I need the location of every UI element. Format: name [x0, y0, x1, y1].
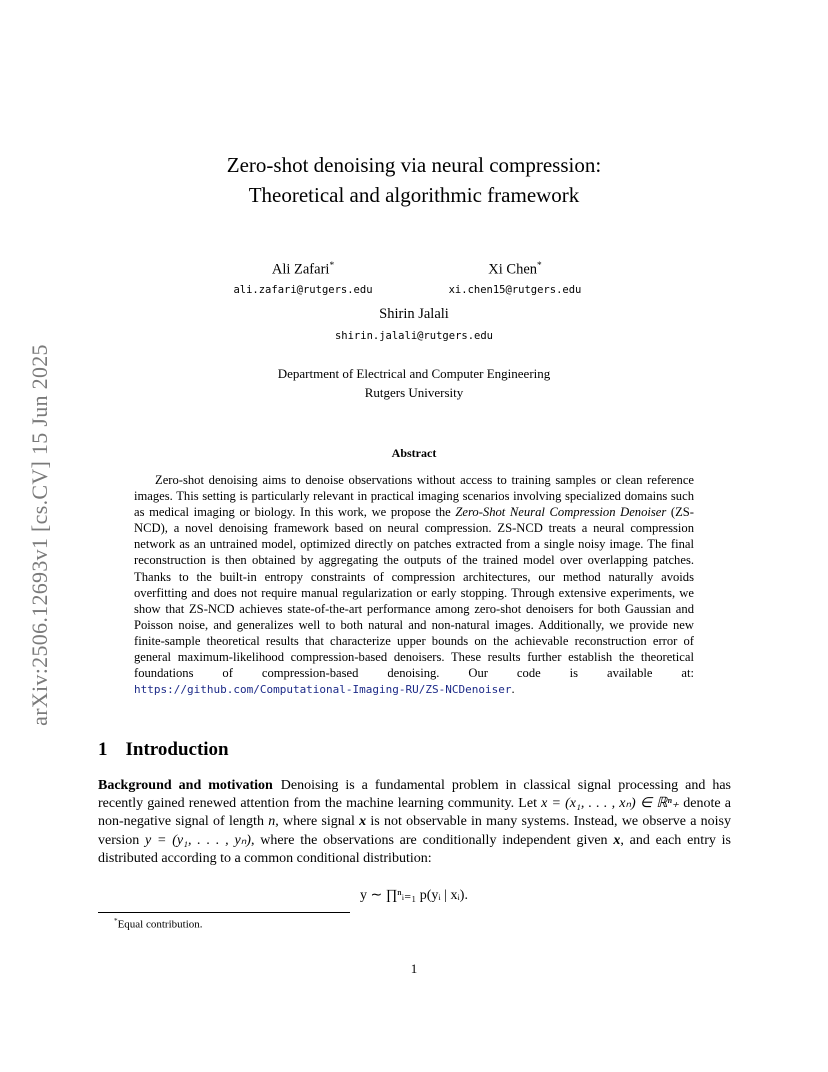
body-text: Denoising is a fundamental problem in classical signal processing and has recently gained renewed attention from the machine learning community. Let [98, 778, 731, 812]
author-1-email[interactable]: ali.zafari@rutgers.edu [233, 284, 373, 296]
affiliation [0, 364, 828, 402]
body-text: , where signal [275, 814, 360, 830]
body-text: , and each entry is distributed according to a common conditional distribution: [98, 832, 731, 866]
footnote-mark: * [114, 917, 118, 925]
intro-paragraph [98, 777, 731, 868]
page-number: 1 [410, 961, 418, 976]
footnote-text: Equal contribution. [117, 918, 203, 931]
footnote [114, 917, 203, 930]
author-3-name: Shirin Jalali [379, 306, 449, 322]
author-name: Ali Zafari [271, 261, 330, 278]
equation: y ∼ ∏ⁿᵢ₌₁ p(yᵢ | xᵢ). [360, 888, 468, 903]
abstract-text: . [511, 682, 515, 697]
code-link[interactable]: https://github.com/Computational-Imaging-RU/ZS-NCDenoiser [134, 683, 512, 697]
author-1-name [248, 261, 358, 279]
section-title: Introduction [125, 739, 229, 760]
author-2-name [460, 261, 570, 279]
abstract-body [134, 472, 694, 698]
math-y-definition: y = (y₁, . . . , yₙ) [145, 832, 251, 848]
author-mark: * [329, 261, 335, 271]
affiliation-dept: Department of Electrical and Computer Engineering [277, 366, 551, 381]
affiliation-univ: Rutgers University [364, 385, 464, 400]
body-text: is not observable in many systems. Instead, we observe a noisy version [98, 814, 731, 848]
title-line-2: Theoretical and algorithmic framework [248, 183, 580, 207]
footnote-rule [98, 912, 350, 913]
method-name: Zero-Shot Neural Compression Denoiser [455, 505, 667, 520]
math-n: n [268, 814, 276, 830]
paper-title [0, 150, 828, 210]
abstract-heading: Abstract [391, 446, 437, 460]
body-text: , where the observations are conditionally independent given [250, 832, 614, 848]
section-number: 1 [98, 739, 108, 760]
title-line-1: Zero-shot denoising via neural compression: [226, 153, 602, 177]
math-x-definition: x = (x₁, . . . , xₙ) ∈ ℝⁿ₊ [541, 796, 680, 812]
math-x: x [359, 814, 367, 830]
author-3-email[interactable]: shirin.jalali@rutgers.edu [334, 330, 494, 342]
body-text: denote a non-negative signal of length [98, 796, 731, 830]
author-name: Xi Chen [488, 261, 538, 278]
math-x: x [613, 832, 621, 848]
paragraph-heading: Background and motivation [98, 778, 273, 793]
author-2-email[interactable]: xi.chen15@rutgers.edu [448, 284, 582, 296]
abstract-text: Zero-shot denoising aims to denoise observations without access to training samples or clean reference images. This setting is particularly relevant in practical imaging scenarios involving specialized domains such as medical imaging or biology. In this work, we propose the [134, 473, 694, 520]
author-mark: * [537, 261, 542, 271]
abstract-text: (ZS-NCD), a novel denoising framework based on neural compression. ZS-NCD treats a neural compression network as an untrained model, optimized directly on patches extracted from a single noisy image. The final reconstruction is then obtained by aggregating the outputs of the trained model over overlapping patches. Thanks to the built-in entropy constraints of compression architectures, our method naturally avoids overfitting and does not require manual regularization or early stopping. Through extensive experiments, we show that ZS-NCD achieves state-of-the-art performance among zero-shot denoisers for both Gaussian and Poisson noise, and generalizes well to both natural and non-natural images. Additionally, we provide new finite-sample theoretical results that characterize upper bounds on the achievable reconstruction error of general maximum-likelihood compression-based denoisers. These results further establish the theoretical foundations of compression-based denoising. Our code is available at: [134, 505, 694, 681]
section-heading [98, 739, 229, 761]
arxiv-identifier: arXiv:2506.12693v1 [cs.CV] 15 Jun 2025 [27, 344, 52, 726]
